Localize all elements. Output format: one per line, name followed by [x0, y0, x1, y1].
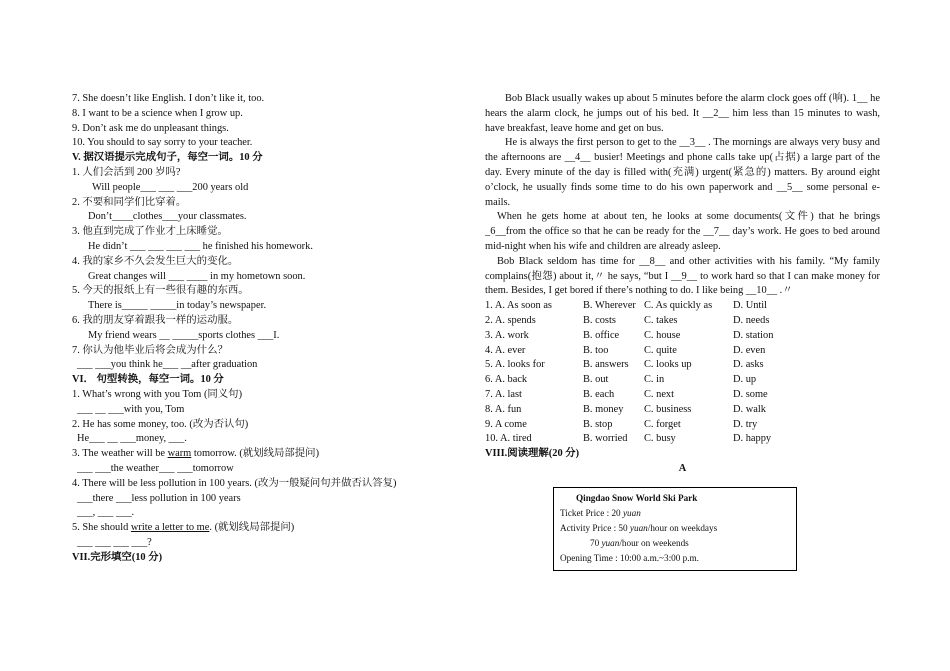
option-choice: B. out — [583, 374, 609, 386]
exercise-line: ___ __ ___with you, Tom — [77, 403, 185, 415]
option-row — [485, 299, 880, 314]
option-choice: 7. A. last — [485, 388, 522, 400]
exercise-line: ___ ___the weather___ ___tomorrow — [77, 462, 234, 474]
option-choice: C. takes — [644, 314, 678, 326]
exercise-line: ___ ___ ___ ___? — [77, 536, 152, 548]
currency: yuan — [622, 508, 641, 518]
exercise-line: 9. Don’t ask me do unpleasant things. — [72, 122, 229, 134]
option-choice: D. some — [733, 388, 768, 400]
option-choice: B. each — [583, 388, 615, 400]
underlined-word: warm — [167, 448, 192, 460]
option-row — [485, 329, 880, 344]
option-choice: B. stop — [583, 418, 613, 430]
option-choice: C. business — [644, 403, 692, 415]
option-choice: 10. A. tired — [485, 433, 532, 445]
exercise-line: 7. 你认为他毕业后将会成为什么？ — [72, 344, 228, 356]
option-choice: C. house — [644, 329, 681, 341]
text: /hour on weekdays — [647, 523, 718, 533]
passage-paragraph: Bob Black seldom has time for __8__ and other activities with his family. “My family complains(抱怨) about it,〃 he says, “but I __9__ to work hard so that I can make money for them. Besides, I get bored if there’s nothing to do. I like being __10__ .〃 — [485, 255, 880, 297]
option-choice: C. quite — [644, 344, 677, 356]
option-choice: 6. A. back — [485, 374, 528, 386]
exercise-line: Don’t____clothes___your classmates. — [88, 211, 247, 223]
option-row — [485, 373, 880, 388]
currency: yuan — [601, 538, 620, 548]
exercise-line: 1. What’s wrong with you Tom (同义句) — [72, 388, 243, 400]
exercise-line: 4. There will be less pollution in 100 years. (改为一般疑问句并做否认答复) — [72, 477, 397, 489]
exercise-line: There is_____ _____in today’s newspaper. — [88, 300, 267, 312]
option-choice: 3. A. work — [485, 329, 529, 341]
exercise-line: 6. 我的朋友穿着跟我一样的运动服。 — [72, 314, 239, 326]
option-choice: D. needs — [733, 314, 770, 326]
option-choice: 9. A come — [485, 418, 527, 430]
exercise-line — [72, 447, 472, 462]
right-column — [485, 92, 880, 477]
option-choice: C. in — [644, 374, 665, 386]
underlined-phrase: write a letter to me — [130, 522, 210, 534]
option-choice: B. Wherever — [583, 300, 636, 312]
option-choice: B. answers — [583, 359, 629, 371]
exercise-line: ___there ___less pollution in 100 years — [77, 492, 241, 504]
exercise-line: Great changes will ___ ____ in my hometown soon. — [88, 270, 306, 282]
option-choice: B. worried — [583, 433, 628, 445]
option-choice: D. walk — [733, 403, 766, 415]
option-choice: C. busy — [644, 433, 676, 445]
option-row — [485, 344, 880, 359]
exercise-line: 8. I want to be a science when I grow up. — [72, 107, 243, 119]
exercise-line: Will people___ ___ ___200 years old — [92, 181, 249, 193]
text: Activity Price : 50 — [560, 523, 630, 533]
notice-title: Qingdao Snow World Ski Park — [576, 493, 698, 503]
option-choice: 1. A. As soon as — [485, 300, 552, 312]
option-choice: D. asks — [733, 359, 764, 371]
section-vii-heading: VII.完形填空(10 分) — [72, 551, 163, 563]
option-choice: C. looks up — [644, 359, 692, 371]
exercise-line: He didn’t ___ ___ ___ ___ he finished his homework. — [88, 240, 313, 252]
option-choice: B. office — [583, 329, 620, 341]
option-choice: 5. A. looks for — [485, 359, 545, 371]
passage-label: A — [678, 462, 687, 474]
ski-park-notice — [553, 487, 797, 571]
text: 70 — [590, 538, 602, 548]
exercise-line: 1. 人们会活到 200 岁吗? — [72, 166, 181, 178]
exercise-line: 2. 不要和同学们比穿着。 — [72, 196, 187, 208]
option-choice: 4. A. ever — [485, 344, 526, 356]
option-row — [485, 358, 880, 373]
exercise-line: ___, ___ ___. — [77, 507, 135, 519]
option-choice: D. up — [733, 374, 757, 386]
option-choice: C. forget — [644, 418, 681, 430]
exercise-line — [72, 521, 472, 536]
text: tomorrow. (就划线局部提问) — [191, 448, 320, 460]
opening-time: Opening Time : 10:00 a.m.~3:00 p.m. — [560, 553, 699, 563]
option-row — [485, 388, 880, 403]
text: . (就划线局部提问) — [209, 522, 295, 534]
weekend-price — [560, 536, 796, 551]
exercise-line: 5. 今天的报纸上有一些很有趣的东西。 — [72, 285, 249, 297]
option-choice: B. money — [583, 403, 624, 415]
exercise-line: My friend wears __ _____sports clothes ___I. — [88, 329, 280, 341]
option-choice: D. try — [733, 418, 758, 430]
option-row — [485, 403, 880, 418]
passage-paragraph: He is always the first person to get to the __3__ . The mornings are always very busy and the afternoons are __4__ busier! Meetings and phone calls take up(占据) a large part of the day. Every minute of the day is filled with(充满) urgent(紧急的) matters. By around eight o’clock, he usually finds some time to do his own paperwork and __5__ some personal e-mails. — [485, 137, 880, 208]
option-row — [485, 432, 880, 447]
exercise-line: 7. She doesn’t like English. I don’t like it, too. — [72, 93, 265, 104]
exercise-line: 4. 我的家乡不久会发生巨大的变化。 — [72, 255, 239, 267]
option-choice: C. next — [644, 388, 675, 400]
left-column — [72, 92, 472, 566]
exercise-line: ___ ___you think he___ __after graduation — [77, 359, 258, 371]
exercise-line: 10. You should to say sorry to your teacher. — [72, 137, 253, 149]
option-choice: 2. A. spends — [485, 314, 536, 326]
option-choice: D. happy — [733, 433, 772, 445]
text: 3. The weather will be — [72, 448, 168, 460]
section-viii-heading: VIII.阅读理解(20 分) — [485, 448, 580, 460]
text: /hour on weekends — [619, 538, 689, 548]
text: Ticket Price : 20 — [560, 508, 623, 518]
passage-paragraph: When he gets home at about ten, he looks at some documents(文件) that he brings _6__from the office so that he can be ready for the __7__ day’s work. He goes to bed around mid-night when his wife and children are already asleep. — [485, 211, 880, 252]
option-choice: D. Until — [733, 300, 768, 312]
exercise-line: He___ __ ___money, ___. — [77, 433, 187, 445]
option-choice: 8. A. fun — [485, 403, 522, 415]
activity-price — [560, 521, 796, 536]
option-choice: D. station — [733, 329, 774, 341]
section-vi-heading: VI． 句型转换，每空一词。10 分 — [72, 374, 224, 386]
option-choice: D. even — [733, 344, 766, 356]
option-row — [485, 314, 880, 329]
exercise-line: 3. 他直到完成了作业才上床睡觉。 — [72, 226, 228, 238]
passage-paragraph: Bob Black usually wakes up about 5 minutes before the alarm clock goes off (响). 1__ he hears the alarm clock, he jumps out of his bed. It __2__ him less than 15 minutes to wash, have breakfast, leave home and get on bus. — [485, 93, 880, 134]
text: 5. She should — [72, 522, 131, 534]
cloze-options — [485, 299, 880, 447]
section-v-heading: V. 据汉语提示完成句子，每空一词。10 分 — [72, 152, 263, 164]
option-choice: B. too — [583, 344, 609, 356]
ticket-price — [560, 506, 796, 521]
option-row — [485, 418, 880, 433]
option-choice: B. costs — [583, 314, 616, 326]
exercise-line: 2. He has some money, too. (改为否认句) — [72, 418, 249, 430]
currency: yuan — [629, 523, 648, 533]
option-choice: C. As quickly as — [644, 300, 713, 312]
